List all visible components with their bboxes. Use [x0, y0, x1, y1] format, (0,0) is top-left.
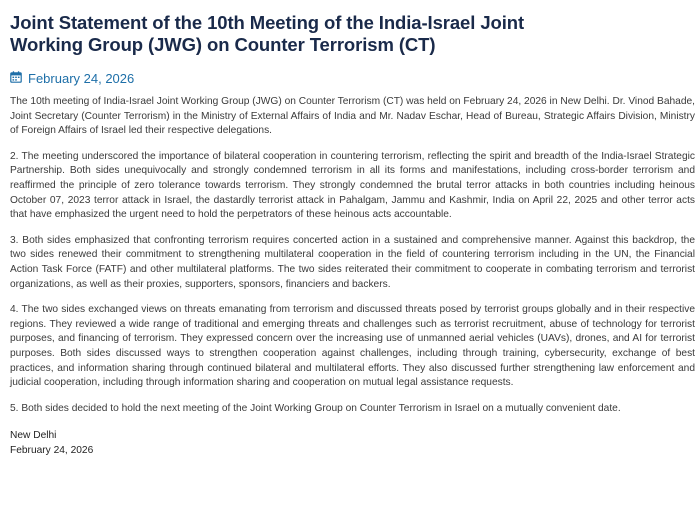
signature-date: February 24, 2026 — [10, 444, 94, 456]
statement-body — [10, 95, 695, 416]
paragraph-1: The 10th meeting of India-Israel Joint Working Group (JWG) on Counter Terrorism (CT) was held on February 24, 2026 in New Delhi. Dr. Vinod Bahade, Joint Secretary (Counter Terrorism) in the Ministry of External Affairs of India and Mr. Nadav Eschar, Head of Bureau, Strategic Affairs Division, Ministry of Foreign Affairs of Israel led their respective delegations. — [10, 96, 695, 137]
paragraph-3: 3. Both sides emphasized that confronting terrorism requires concerted action in a sustained and comprehensive manner. Against this backdrop, the two sides renewed their commitment to strengthening multilateral cooperation in the field of countering terrorism including in the UN, the Financial Action Task Force (FATF) and other multilateral platforms. The two sides reiterated their commitment to cooperate in combating terrorism and terrorist organizations, as well as their proxies, supporters, sponsors, financiers and backers. — [10, 234, 695, 290]
signature-place: New Delhi — [10, 430, 57, 442]
paragraph-4: 4. The two sides exchanged views on threats emanating from terrorism and discussed threats posed by terrorist groups globally and in their respective regions. They reviewed a wide range of traditional and emerging threats and challenges such as terrorist recruitment, abuse of technology for terrorist purposes, and financing of terrorism. They expressed concern over the increasing use of unmanned aerial vehicles (UAVs), drones, and AI for terrorist purposes. Both sides discussed ways to strengthen cooperation against challenges, including through training, cybersecurity, exchange of best practices, and information sharing through continued bilateral and multilateral efforts. They also discussed further strengthening law enforcement and judicial cooperation, including through information sharing and cooperation on mutual legal assistance requests. — [10, 304, 695, 389]
paragraph-5: 5. Both sides decided to hold the next meeting of the Joint Working Group on Counter Terrorism in Israel on a mutually convenient date. — [10, 402, 621, 414]
publish-date — [10, 69, 690, 87]
signature-block — [10, 429, 690, 458]
calendar-icon — [10, 71, 28, 86]
paragraph-2: 2. The meeting underscored the importance of bilateral cooperation in countering terrorism, reflecting the spirit and breadth of the India-Israel Strategic Partnership. Both sides unequivocally and strongly condemned terrorism in all its forms and manifestations, including cross-border terrorism and reaffirmed the principle of zero tolerance towards terrorism. They strongly condemned the brutal terror attacks in both countries including heinous October 07, 2023 terror attack in Israel, the dastardly terrorist attack in Pahalgam, Jammu and Kashmir, India on April 22, 2025 and other terror acts that have emphasized the urgent need to hold the perpetrators of these heinous acts accountable. — [10, 150, 695, 221]
date-text: February 24, 2026 — [28, 70, 135, 86]
page-title: Joint Statement of the 10th Meeting of the India-Israel Joint Working Group (JWG) on Counter Terrorism (CT) — [10, 12, 525, 55]
